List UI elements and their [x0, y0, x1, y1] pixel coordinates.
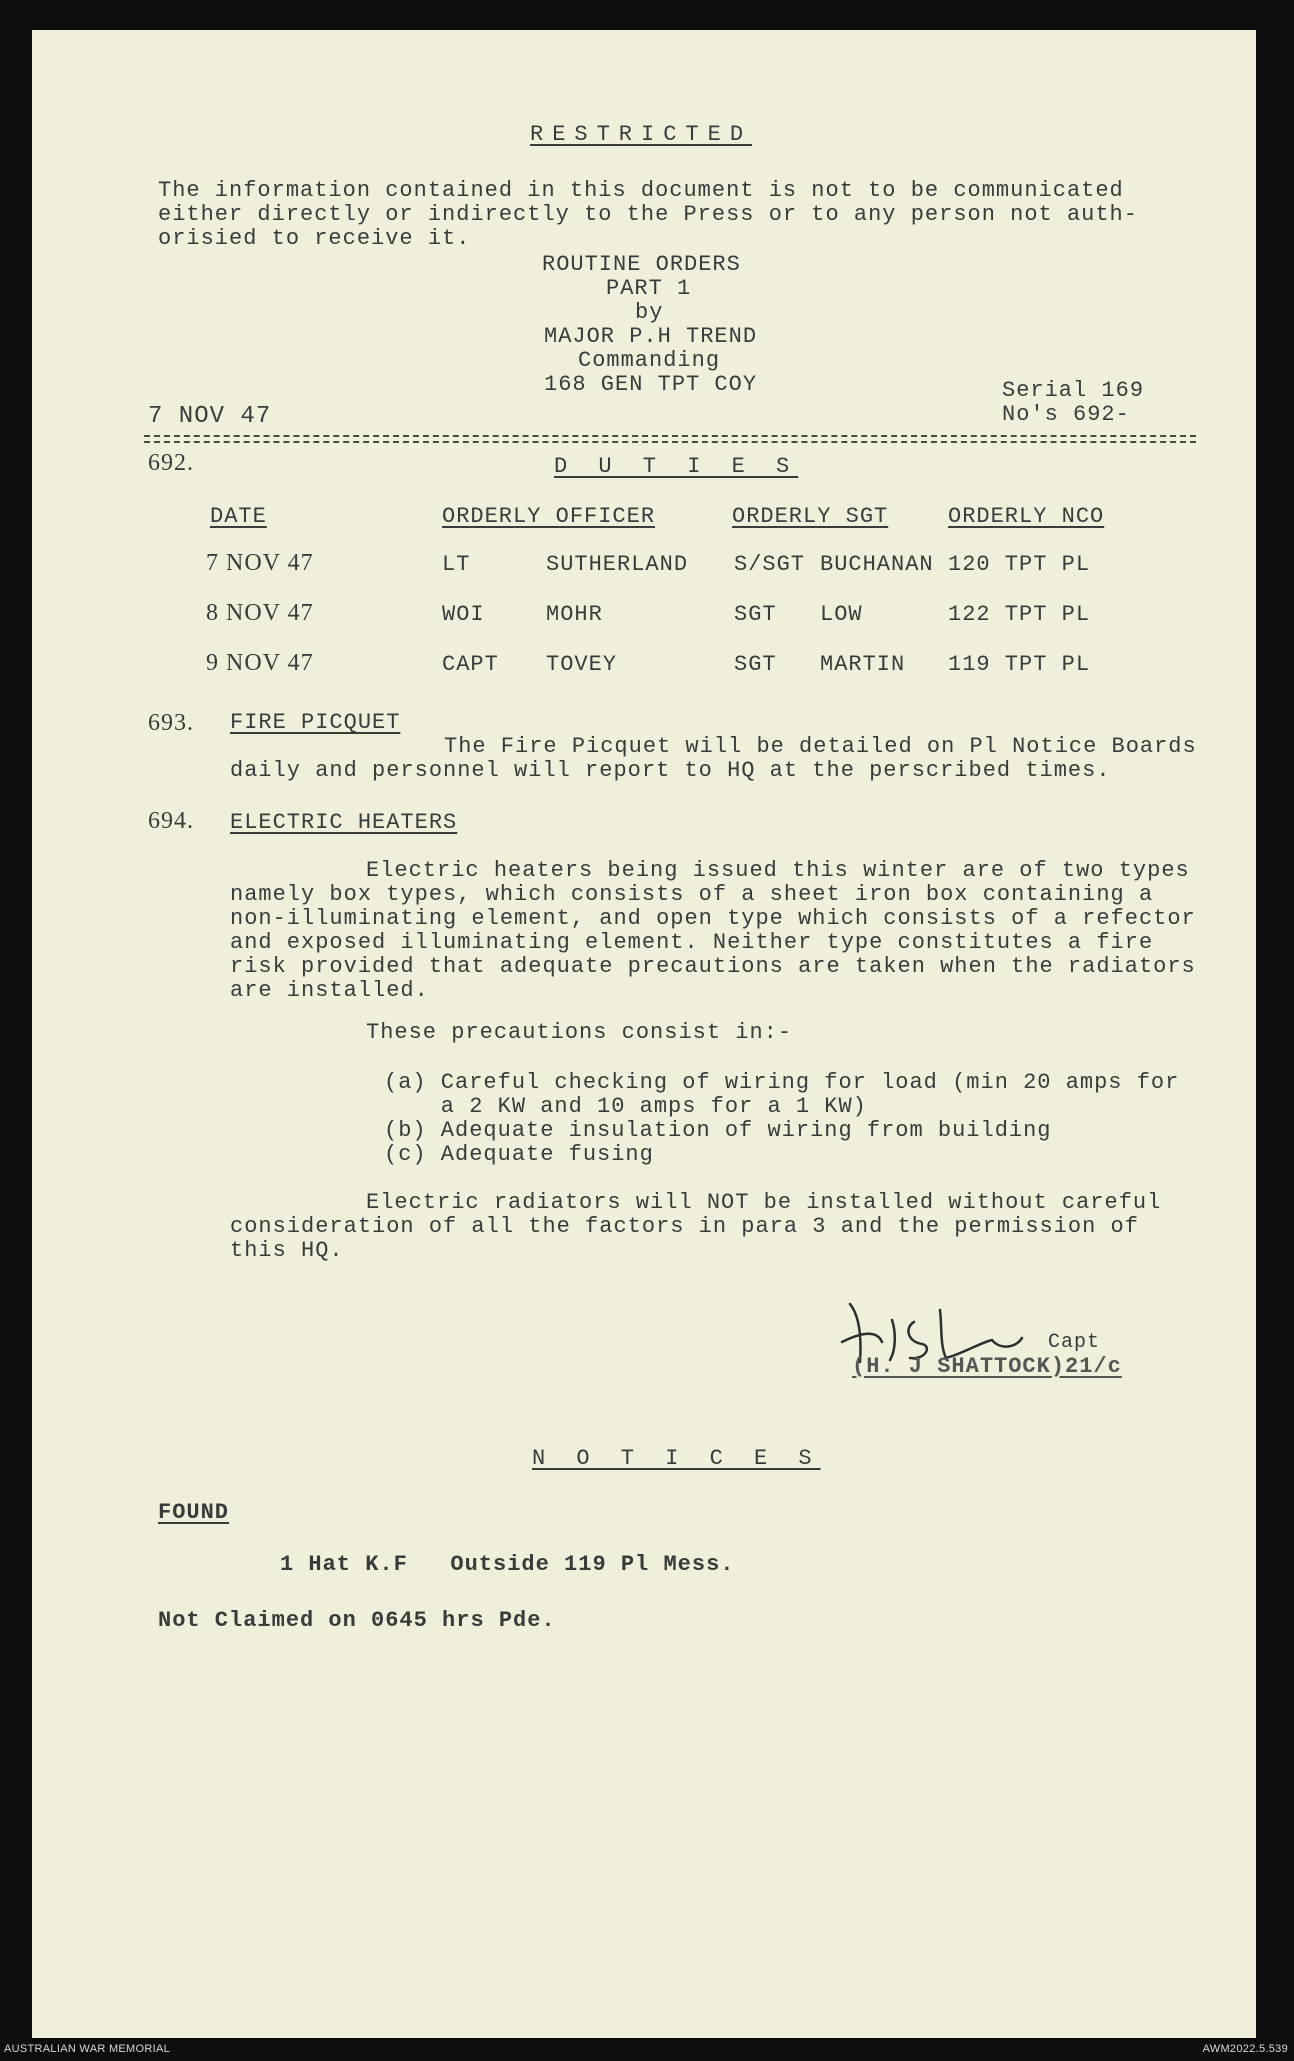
heaters-line: this HQ.	[230, 1238, 344, 1263]
duties-col-sgt: ORDERLY SGT	[732, 504, 889, 529]
serial-number: Serial 169	[1002, 378, 1145, 403]
fire-picquet-line-2: daily and personnel will report to HQ at the perscribed times.	[230, 758, 1111, 783]
heaters-line: and exposed illuminating element. Neither type constitutes a fire	[230, 930, 1154, 955]
notice-line-2: either directly or indirectly to the Press or to any person not auth-	[158, 202, 1138, 227]
document-page	[32, 30, 1256, 2038]
duties-col-nco: ORDERLY NCO	[948, 504, 1105, 529]
signature-capt: Capt	[1048, 1331, 1101, 1354]
header-line: PART 1	[606, 276, 692, 301]
header-divider-2	[144, 441, 1196, 443]
row-nco: 120 TPT PL	[948, 552, 1091, 577]
row-officer-name: MOHR	[546, 602, 603, 627]
header-line: 168 GEN TPT COY	[544, 372, 758, 397]
row-sgt-name: MARTIN	[820, 652, 906, 677]
row-officer-rank: LT	[442, 552, 471, 577]
section-number-694: 694.	[148, 808, 194, 834]
classification-heading: RESTRICTED	[530, 122, 753, 147]
header-line: ROUTINE ORDERS	[542, 252, 741, 277]
header-line: Commanding	[578, 348, 721, 373]
list-item: (b) Adequate insulation of wiring from building	[384, 1118, 1052, 1143]
notice-line-1: The information contained in this document is not to be communicated	[158, 178, 1124, 203]
list-item: (a) Careful checking of wiring for load (min 20 amps for	[384, 1070, 1180, 1095]
row-date: 7 NOV 47	[206, 550, 314, 576]
found-label: FOUND	[158, 1500, 230, 1525]
list-item: (c) Adequate fusing	[384, 1142, 654, 1167]
row-sgt-rank: SGT	[734, 602, 777, 627]
order-date: 7 NOV 47	[148, 403, 272, 430]
duties-col-officer: ORDERLY OFFICER	[442, 504, 656, 529]
row-date: 9 NOV 47	[206, 650, 314, 676]
duties-col-date: DATE	[210, 504, 267, 529]
section-number-693: 693.	[148, 710, 194, 736]
row-sgt-rank: SGT	[734, 652, 777, 677]
heaters-line: are installed.	[230, 978, 429, 1003]
order-numbers: No's 692-	[1002, 402, 1130, 427]
fire-picquet-title: FIRE PICQUET	[230, 710, 401, 735]
fire-picquet-line-1: The Fire Picquet will be detailed on Pl Notice Boards	[444, 734, 1197, 759]
heaters-line: consideration of all the factors in para 3 and the permission of	[230, 1214, 1139, 1239]
row-officer-name: TOVEY	[546, 652, 618, 677]
electric-heaters-title: ELECTRIC HEATERS	[230, 810, 458, 835]
row-sgt-rank: S/SGT	[734, 552, 806, 577]
heaters-line: non-illuminating element, and open type which consists of a refector	[230, 906, 1196, 931]
row-nco: 119 TPT PL	[948, 652, 1091, 677]
row-officer-rank: CAPT	[442, 652, 499, 677]
notices-title: N O T I C E S	[532, 1446, 821, 1471]
notice-line-3: orisied to receive it.	[158, 226, 471, 251]
row-sgt-name: BUCHANAN	[820, 552, 934, 577]
heaters-line: risk provided that adequate precautions are taken when the radiators	[230, 954, 1196, 979]
duties-title: D U T I E S	[554, 454, 799, 479]
row-date: 8 NOV 47	[206, 600, 314, 626]
header-line: by	[635, 300, 664, 325]
heaters-line: Electric heaters being issued this winter are of two types	[366, 858, 1190, 883]
heaters-line: namely box types, which consists of a sheet iron box containing a	[230, 882, 1154, 907]
row-officer-name: SUTHERLAND	[546, 552, 689, 577]
section-number-692: 692.	[148, 450, 194, 476]
heaters-line: Electric radiators will NOT be installed without careful	[366, 1190, 1162, 1215]
row-sgt-name: LOW	[820, 602, 863, 627]
header-line: MAJOR P.H TREND	[544, 324, 758, 349]
list-item: a 2 KW and 10 amps for a 1 KW)	[384, 1094, 867, 1119]
row-officer-rank: WOI	[442, 602, 485, 627]
found-item: 1 Hat K.F Outside 119 Pl Mess.	[280, 1552, 735, 1577]
not-claimed-note: Not Claimed on 0645 hrs Pde.	[158, 1608, 556, 1633]
precautions-intro: These precautions consist in:-	[366, 1020, 793, 1045]
header-divider-1	[144, 435, 1196, 437]
signature-block: (H. J SHATTOCK)21/c	[852, 1354, 1122, 1379]
footer-left: AUSTRALIAN WAR MEMORIAL	[4, 2043, 171, 2055]
footer-right: AWM2022.5.539	[1202, 2043, 1288, 2055]
row-nco: 122 TPT PL	[948, 602, 1091, 627]
